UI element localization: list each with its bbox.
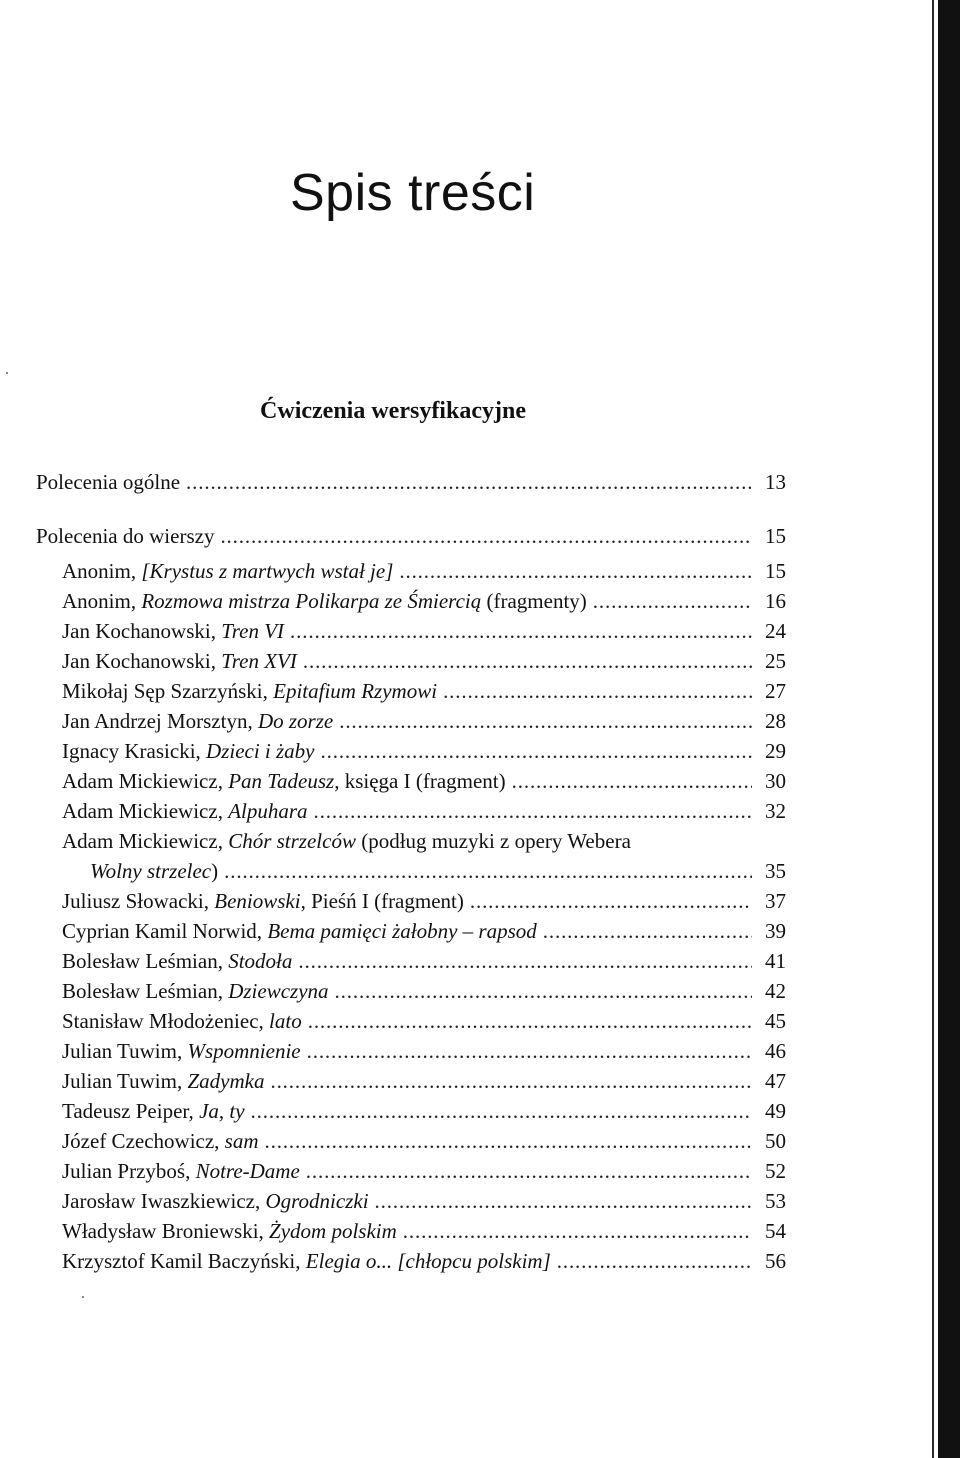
author-text: Adam Mickiewicz,: [62, 829, 229, 853]
work-title: lato: [269, 1009, 302, 1033]
dot-leader: [543, 916, 752, 946]
page-number: 42: [765, 979, 786, 1003]
toc-entry: [0, 886, 786, 916]
toc-entry: [0, 916, 786, 946]
page-number: 39: [765, 919, 786, 943]
dot-leader: [306, 1156, 752, 1186]
toc-entry-text: [62, 796, 308, 826]
work-title: Do zorze: [257, 709, 334, 733]
toc-entry-text: [62, 706, 333, 736]
author-text: Jan Andrzej Morsztyn,: [62, 709, 258, 733]
work-title: sam: [224, 1129, 259, 1153]
work-title: Notre-Dame: [195, 1159, 300, 1183]
work-title: Tren VI: [221, 619, 285, 643]
author-text: Jan Kochanowski,: [62, 649, 222, 673]
page-number: 24: [765, 619, 786, 643]
page-title: Spis treści: [290, 164, 536, 222]
toc-entry: [0, 856, 786, 886]
work-title: Pan Tadeusz: [228, 769, 335, 793]
toc-entry: [0, 1216, 786, 1246]
author-text: Polecenia do wierszy: [36, 524, 215, 548]
dot-leader: [307, 1036, 752, 1066]
page-number: 49: [765, 1099, 786, 1123]
dot-leader: [557, 1246, 752, 1276]
dot-leader: [443, 676, 752, 706]
work-title: [Krystus z martwych wstał je]: [141, 559, 394, 583]
author-text: Julian Przyboś,: [62, 1159, 196, 1183]
toc-entry-text: [62, 766, 506, 796]
toc-entry-text: [62, 976, 329, 1006]
scan-speck: [6, 372, 8, 374]
page-number: 52: [765, 1159, 786, 1183]
page-number: 46: [765, 1039, 786, 1063]
toc-entry: [0, 1246, 786, 1276]
dot-leader: [270, 1066, 752, 1096]
work-title: Żydom polskim: [269, 1219, 397, 1243]
toc-entry-text: [62, 646, 297, 676]
author-text: , księga I (fragment): [334, 769, 506, 793]
page-number: 15: [765, 524, 786, 548]
page-number: 56: [765, 1249, 786, 1273]
dot-leader: [339, 706, 752, 736]
author-text: Władysław Broniewski,: [62, 1219, 270, 1243]
toc-entry: [0, 736, 786, 766]
work-title: Alpuhara: [228, 799, 308, 823]
work-title: Ja, ty: [199, 1099, 245, 1123]
page-number: 16: [765, 589, 786, 613]
work-title: Rozmowa mistrza Polikarpa ze Śmiercią: [141, 589, 482, 613]
toc-entry: [0, 1066, 786, 1096]
dot-leader: [314, 796, 752, 826]
work-title: Wolny strzelec: [90, 859, 212, 883]
author-text: Stanisław Młodożeniec,: [62, 1009, 270, 1033]
author-text: Anonim,: [62, 559, 142, 583]
work-title: Dzieci i żaby: [206, 739, 315, 763]
author-text: (podług muzyki z opery Webera: [355, 829, 631, 853]
author-text: Anonim,: [62, 589, 142, 613]
toc-entry-text: [62, 736, 315, 766]
toc-entry-text: [62, 616, 284, 646]
dot-leader: [399, 556, 752, 586]
toc-entry-text: [62, 676, 437, 706]
page-number: 29: [765, 739, 786, 763]
dot-leader: [298, 946, 752, 976]
page-number: 45: [765, 1009, 786, 1033]
toc-entry-text: [62, 886, 464, 916]
section-heading: Ćwiczenia wersyfikacyjne: [260, 398, 526, 424]
toc-entry-text: [62, 1126, 259, 1156]
work-title: Chór strzelców: [228, 829, 356, 853]
toc-entry-text: [62, 916, 537, 946]
page-number: 15: [765, 559, 786, 583]
work-title: Zadymka: [187, 1069, 265, 1093]
page-number: 50: [765, 1129, 786, 1153]
toc-entry: [0, 1036, 786, 1066]
toc-entry-text: [62, 946, 292, 976]
author-text: Juliusz Słowacki,: [62, 889, 215, 913]
toc-entry-text: [36, 521, 214, 551]
author-text: Tadeusz Peiper,: [62, 1099, 200, 1123]
toc-entry-text: [62, 1246, 551, 1276]
page-number: 41: [765, 949, 786, 973]
toc-entry-text: [62, 1186, 369, 1216]
dot-leader: [308, 1006, 752, 1036]
author-text: Józef Czechowicz,: [62, 1129, 225, 1153]
dot-leader: [251, 1096, 752, 1126]
page-number: 35: [765, 859, 786, 883]
dot-leader: [321, 736, 752, 766]
dot-leader: [290, 616, 752, 646]
toc-entry-text: [62, 556, 393, 586]
toc-entry: [0, 646, 786, 676]
dot-leader: [403, 1216, 752, 1246]
toc-entry: [0, 556, 786, 586]
book-binding-edge: [926, 0, 960, 1458]
author-text: Adam Mickiewicz,: [62, 769, 229, 793]
author-text: Krzysztof Kamil Baczyński,: [62, 1249, 306, 1273]
work-title: Beniowski: [214, 889, 301, 913]
work-title: Dziewczyna: [228, 979, 329, 1003]
dot-leader: [224, 856, 752, 886]
page-number: 30: [765, 769, 786, 793]
toc-entry: [0, 826, 786, 856]
author-text: Bolesław Leśmian,: [62, 979, 229, 1003]
page-number: 28: [765, 709, 786, 733]
author-text: , Pieśń I (fragment): [300, 889, 464, 913]
page-number: 32: [765, 799, 786, 823]
work-title: Elegia o... [chłopcu polskim]: [305, 1249, 551, 1273]
dot-leader: [512, 766, 752, 796]
toc-entry-text: [62, 1096, 245, 1126]
author-text: Mikołaj Sęp Szarzyński,: [62, 679, 274, 703]
page-number: 25: [765, 649, 786, 673]
toc-entry: [0, 586, 786, 616]
toc-entry-text: [62, 826, 631, 856]
page-number: 37: [765, 889, 786, 913]
author-text: Adam Mickiewicz,: [62, 799, 229, 823]
toc-entry: [0, 1186, 786, 1216]
dot-leader: [470, 886, 752, 916]
dot-leader: [265, 1126, 752, 1156]
work-title: Wspomnienie: [187, 1039, 301, 1063]
scan-speck: [82, 1296, 84, 1298]
dot-leader: [186, 467, 752, 497]
page-number: 13: [765, 470, 786, 494]
toc-entry: [0, 676, 786, 706]
toc-entry: [0, 796, 786, 826]
toc-entry-text: [36, 467, 180, 497]
toc-entry-text: [62, 1066, 264, 1096]
toc-entry: [0, 1156, 786, 1186]
toc-entry-text: [62, 1036, 301, 1066]
page-number: 27: [765, 679, 786, 703]
author-text: Julian Tuwim,: [62, 1039, 188, 1063]
toc-entry: [0, 521, 786, 551]
work-title: Tren XVI: [221, 649, 297, 673]
work-title: Stodoła: [228, 949, 293, 973]
toc-entry-text: [62, 1006, 302, 1036]
toc-entry: [0, 976, 786, 1006]
author-text: Julian Tuwim,: [62, 1069, 188, 1093]
dot-leader: [303, 646, 752, 676]
dot-leader: [593, 586, 752, 616]
toc-entry: [0, 946, 786, 976]
toc-entry: [0, 766, 786, 796]
toc-entry-text: [62, 1156, 300, 1186]
author-text: (fragmenty): [481, 589, 587, 613]
page-number: 47: [765, 1069, 786, 1093]
dot-leader: [335, 976, 752, 1006]
toc-entry: [0, 1096, 786, 1126]
work-title: Ogrodniczki: [265, 1189, 369, 1213]
author-text: Bolesław Leśmian,: [62, 949, 229, 973]
toc-entry: [0, 467, 786, 497]
author-text: Cyprian Kamil Norwid,: [62, 919, 268, 943]
toc-entry-text: [62, 586, 587, 616]
dot-leader: [375, 1186, 752, 1216]
toc-entry: [0, 1006, 786, 1036]
toc-entry: [0, 1126, 786, 1156]
page-number: 53: [765, 1189, 786, 1213]
author-text: Jan Kochanowski,: [62, 619, 222, 643]
author-text: Ignacy Krasicki,: [62, 739, 207, 763]
toc-entry-text: [90, 856, 218, 886]
work-title: Bema pamięci żałobny – rapsod: [267, 919, 537, 943]
toc-entry: [0, 706, 786, 736]
author-text: ): [211, 859, 219, 883]
author-text: Jarosław Iwaszkiewicz,: [62, 1189, 266, 1213]
author-text: Polecenia ogólne: [36, 470, 181, 494]
toc-entry-text: [62, 1216, 397, 1246]
toc-entry: [0, 616, 786, 646]
page-number: 54: [765, 1219, 786, 1243]
dot-leader: [220, 521, 752, 551]
work-title: Epitafium Rzymowi: [273, 679, 438, 703]
